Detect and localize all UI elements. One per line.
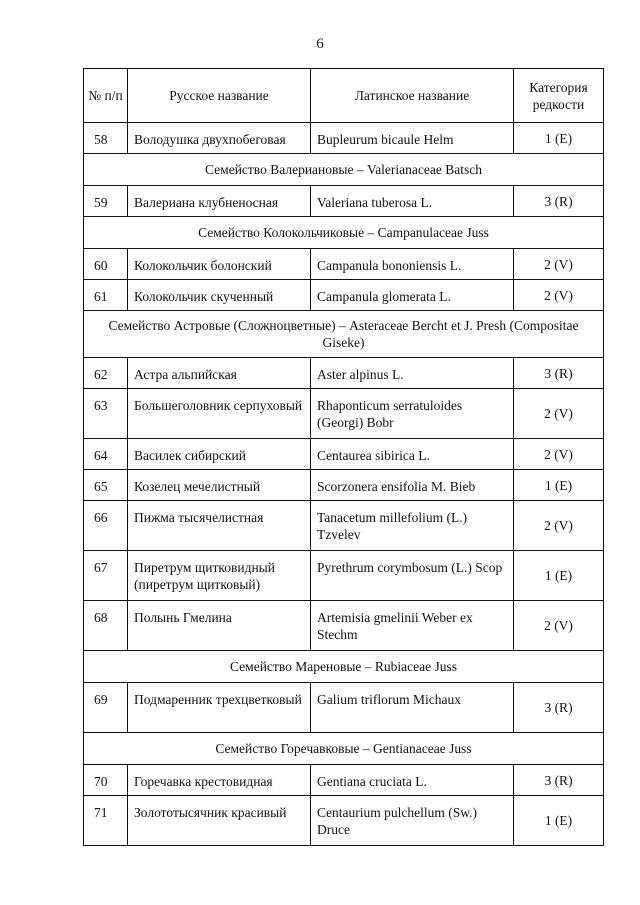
row-number: 58 [84,123,128,154]
latin-name: Centaurea sibirica L. [311,439,514,470]
latin-name: Galium triflorum Michaux [311,683,514,733]
table-header-row [84,69,604,123]
rarity-category: 2 (V) [514,389,604,439]
rarity-category: 2 (V) [514,501,604,551]
rarity-category: 3 (R) [514,358,604,389]
russian-name: Козелец мечелистный [128,470,311,501]
table-row [84,796,604,846]
table-row [84,186,604,217]
rarity-category: 1 (E) [514,123,604,154]
table-body [84,123,604,846]
rarity-category: 3 (R) [514,683,604,733]
table-row [84,249,604,280]
russian-name: Большеголовник серпуховый [128,389,311,439]
table-row [84,358,604,389]
row-number: 69 [84,683,128,733]
latin-name: Centaurium pulchellum (Sw.) Druce [311,796,514,846]
header-latin-name: Латинское название [311,69,514,123]
row-number: 60 [84,249,128,280]
russian-name: Пиретрум щитковидный (пиретрум щитковый) [128,551,311,601]
family-title: Семейство Горечавковые – Gentianaceae Juss [84,733,604,765]
latin-name: Scorzonera ensifolia M. Bieb [311,470,514,501]
latin-name: Aster alpinus L. [311,358,514,389]
russian-name: Полынь Гмелина [128,601,311,651]
row-number: 67 [84,551,128,601]
russian-name: Колокольчик скученный [128,280,311,311]
rarity-category: 1 (E) [514,470,604,501]
rarity-category: 1 (E) [514,796,604,846]
family-title: Семейство Валериановые – Valerianaceae Batsch [84,154,604,186]
header-rarity-category: Категория редкости [514,69,604,123]
row-number: 71 [84,796,128,846]
row-number: 59 [84,186,128,217]
row-number: 68 [84,601,128,651]
table-row [84,551,604,601]
rarity-category: 3 (R) [514,765,604,796]
rarity-category: 2 (V) [514,439,604,470]
russian-name: Золототысячник красивый [128,796,311,846]
table-row [84,439,604,470]
latin-name: Gentiana cruciata L. [311,765,514,796]
latin-name: Artemisia gmelinii Weber ex Stechm [311,601,514,651]
table-row [84,389,604,439]
latin-name: Valeriana tuberosa L. [311,186,514,217]
russian-name: Валериана клубненосная [128,186,311,217]
rarity-category: 3 (R) [514,186,604,217]
latin-name: Tanacetum millefolium (L.) Tzvelev [311,501,514,551]
rarity-category: 2 (V) [514,249,604,280]
russian-name: Подмаренник трехцветковый [128,683,311,733]
table-row [84,280,604,311]
page-number: 6 [316,36,324,52]
table-row [84,123,604,154]
russian-name: Астра альпийская [128,358,311,389]
table-row [84,501,604,551]
row-number: 61 [84,280,128,311]
latin-name: Campanula bononiensis L. [311,249,514,280]
family-title: Семейство Мареновые – Rubiaceae Juss [84,651,604,683]
family-row [84,733,604,765]
russian-name: Василек сибирский [128,439,311,470]
row-number: 62 [84,358,128,389]
family-row [84,217,604,249]
row-number: 65 [84,470,128,501]
rarity-category: 1 (E) [514,551,604,601]
family-row [84,154,604,186]
table-row [84,765,604,796]
rare-plants-table [83,68,604,846]
latin-name: Bupleurum bicaule Helm [311,123,514,154]
latin-name: Campanula glomerata L. [311,280,514,311]
family-row [84,651,604,683]
russian-name: Колокольчик болонский [128,249,311,280]
table-row [84,683,604,733]
row-number: 66 [84,501,128,551]
russian-name: Горечавка крестовидная [128,765,311,796]
header-russian-name: Русское название [128,69,311,123]
family-title: Семейство Колокольчиковые – Campanulaceae Juss [84,217,604,249]
row-number: 63 [84,389,128,439]
rarity-category: 2 (V) [514,280,604,311]
russian-name: Пижма тысячелистная [128,501,311,551]
russian-name: Володушка двухпобеговая [128,123,311,154]
family-row [84,311,604,358]
rarity-category: 2 (V) [514,601,604,651]
row-number: 70 [84,765,128,796]
row-number: 64 [84,439,128,470]
table-row [84,470,604,501]
table-row [84,601,604,651]
latin-name: Pyrethrum corymbosum (L.) Scop [311,551,514,601]
latin-name: Rhaponticum serratuloides (Georgi) Bobr [311,389,514,439]
header-number: № п/п [84,69,128,123]
family-title: Семейство Астровые (Сложноцветные) – Asteraceae Bercht et J. Presh (Compositae Giseke) [84,311,604,358]
